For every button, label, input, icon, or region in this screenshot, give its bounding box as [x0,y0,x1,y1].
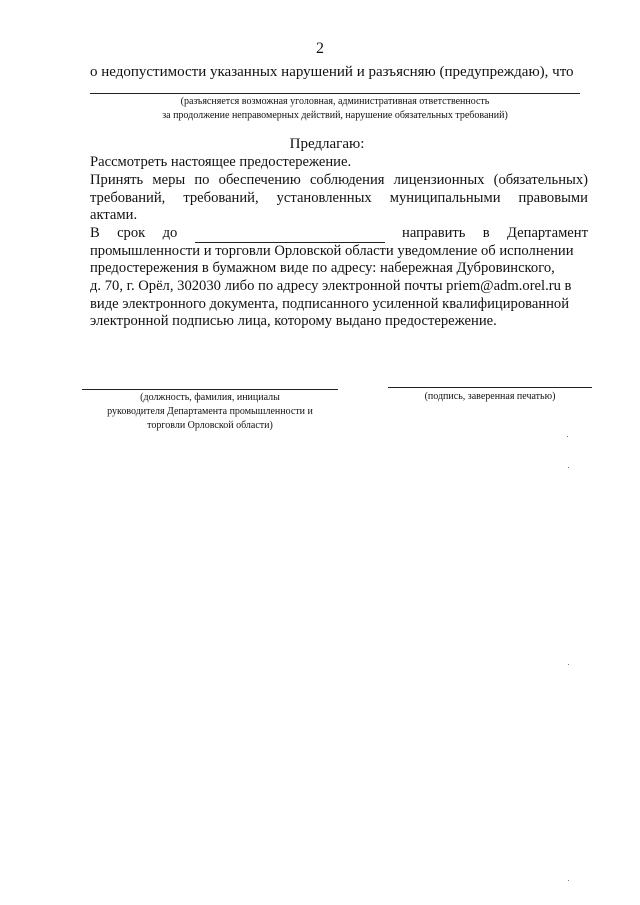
proposal-item-3-line-5: виде электронного документа, подписанного усиленной квалифицированной [90,296,570,312]
proposal-item-1: Рассмотреть настоящее предостережение. [90,154,352,170]
intro-note [90,95,580,123]
proposal-item-3-line-1 [90,225,588,243]
word: направить [402,225,466,241]
intro-note-line-1: (разъясняется возможная уголовная, административная ответственность [180,96,490,107]
word: правовыми [518,190,588,206]
left-signature-line [82,389,338,390]
scan-speck [567,436,568,437]
intro-note-line-2: за продолжение неправомерных действий, нарушение обязательных требований) [162,110,508,121]
word: требований, [90,190,166,206]
intro-underline [90,93,580,94]
left-caption-line-3: торговли Орловской области) [147,420,273,431]
proposal-item-3-line-2: промышленности и торговли Орловской области уведомление об исполнении [90,243,574,259]
right-signature-caption [388,390,592,404]
proposal-item-2-line-2 [90,190,588,208]
word: по [194,172,210,188]
left-caption-line-2: руководителя Департамента промышленности и [107,406,313,417]
word: лицензионных [393,172,485,188]
word: меры [152,172,186,188]
proposal-item-3-line-6: электронной подписью лица, которому выдано предостережение. [90,313,497,329]
proposal-item-3-line-4: д. 70, г. Орёл, 302030 либо по адресу электронной почты priem@adm.orel.ru в [90,278,572,294]
word: Департамент [507,225,588,241]
word: муниципальными [389,190,501,206]
word: требований, [183,190,259,206]
scan-speck [568,664,569,665]
word: В [90,225,100,241]
intro-text: о недопустимости указанных нарушений и разъясняю (предупреждаю), что [90,64,574,80]
word: установленных [276,190,372,206]
scan-speck [568,467,569,468]
word: до [162,225,178,241]
proposal-item-3-line-3: предостережения в бумажном виде по адресу: набережная Дубровинского, [90,260,555,276]
word: обеспечению [218,172,301,188]
word: срок [117,225,146,241]
proposal-item-2-line-1 [90,172,588,190]
page-number: 2 [316,40,324,57]
deadline-blank-field [195,228,385,243]
word: Принять [90,172,144,188]
word: в [482,225,490,241]
word: соблюдения [309,172,385,188]
word: (обязательных) [493,172,588,188]
proposal-item-2-line-3: актами. [90,207,138,223]
right-signature-line [388,387,592,388]
right-caption-line-1: (подпись, заверенная печатью) [424,391,556,402]
proposal-heading: Предлагаю: [289,136,365,152]
scan-speck [568,880,569,881]
left-caption-line-1: (должность, фамилия, инициалы [140,392,280,403]
left-signature-caption [82,391,338,433]
